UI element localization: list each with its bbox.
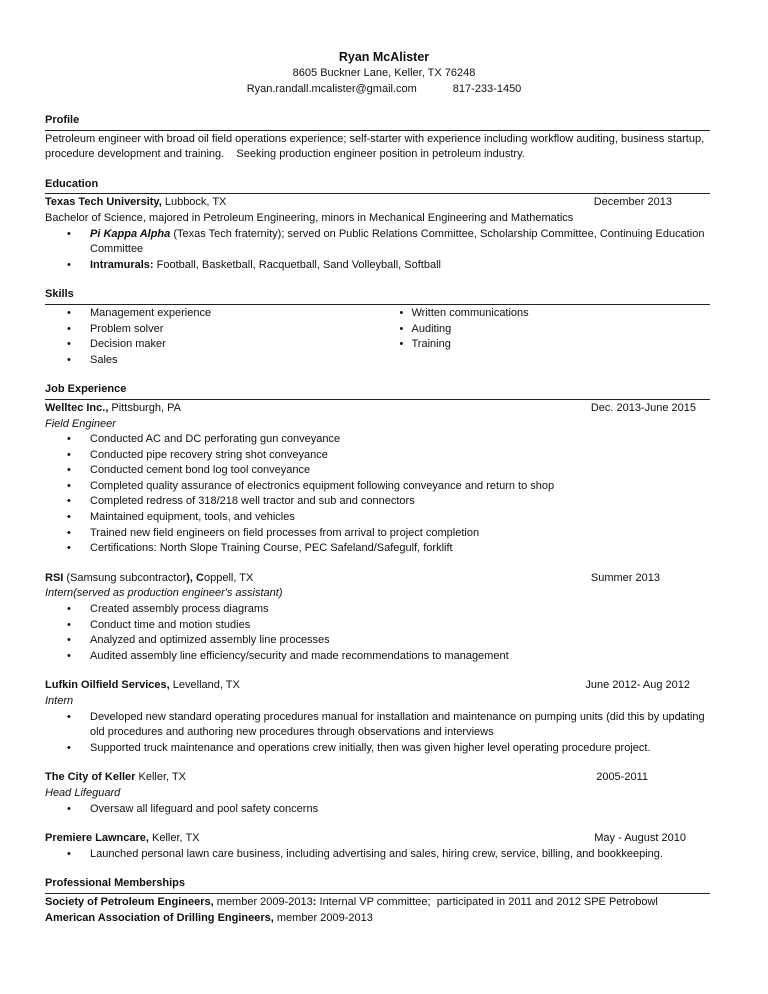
- job-bullets: [45, 802, 710, 818]
- list-item: • Trained new field engineers on field processes from arrival to project completion: [45, 526, 710, 542]
- list-item: • Certifications: North Slope Training Course, PEC Safeland/Safegulf, forklift: [45, 541, 710, 557]
- job-date: Dec. 2013-June 2015: [590, 401, 696, 414]
- list-item: • Analyzed and optimized assembly line processes: [45, 633, 710, 649]
- job-bullets: [45, 432, 710, 557]
- company-name: The City of Keller: [45, 771, 136, 784]
- job-location: Keller, TX: [135, 771, 187, 784]
- profile-text: Petroleum engineer with broad oil field operations experience; self-starter with experience including workflow auditing, business startup, procedure development and training. Seeking production engineer position in petroleum industry.: [45, 132, 708, 161]
- list-item: • Pi Kappa Alpha (Texas Tech fraternity); served on Public Relations Committee, Scholarship Committee, Continuing Education Committee: [45, 227, 710, 258]
- school-date: December 2013: [593, 196, 672, 209]
- list-item: • Conducted cement bond log tool conveyance: [45, 463, 710, 479]
- list-item: • Sales: [45, 353, 378, 369]
- job-entry: [45, 770, 710, 817]
- company-name: Premiere Lawncare,: [45, 832, 149, 845]
- job-location: Pittsburgh, PA: [108, 401, 181, 414]
- phone: 817-233-1450: [452, 83, 522, 95]
- list-item: • Maintained equipment, tools, and vehicles: [45, 510, 710, 526]
- list-item: • Supported truck maintenance and operations crew initially, then was given higher level operating procedure project.: [45, 741, 710, 757]
- job-entry: [45, 401, 710, 557]
- section-title: Skills: [45, 287, 710, 305]
- memberships-section: [45, 876, 710, 926]
- company-name: Welltec Inc.,: [45, 401, 109, 414]
- email: Ryan.randall.mcalister@gmail.com: [246, 83, 417, 95]
- list-item: • Decision maker: [45, 337, 378, 353]
- school-row: [45, 195, 710, 211]
- job-role: Intern(served as production engineer's assistant): [45, 587, 283, 600]
- education-list: [45, 227, 710, 274]
- job-entry: [45, 678, 710, 756]
- job-entry: [45, 831, 710, 862]
- job-entry: RSI (Samsung subcontractor), Coppell, TX Summer 2013 Intern(served as production engineer's assistant) • Created assembly process diagrams • Conduct time and motion studies • Analyzed and optimized assembly line processes • Audited assembly line efficiency/security and made recommendations to management: [45, 571, 710, 665]
- membership-item: American Association of Drilling Engineers, member 2009-2013: [45, 911, 373, 924]
- list-item: • Written communications: [378, 306, 711, 322]
- job-role: Head Lifeguard: [45, 786, 121, 799]
- list-item: • Launched personal lawn care business, including advertising and sales, hiring crew, service, billing, and bookkeeping.: [45, 847, 710, 863]
- job-location: Levelland, TX: [169, 679, 240, 692]
- job-bullets: [45, 710, 710, 757]
- section-title: Job Experience: [45, 382, 710, 400]
- skills-section: [45, 287, 710, 368]
- job-role: Field Engineer: [45, 417, 116, 430]
- section-title: Profile: [45, 113, 710, 131]
- list-item: • Completed redress of 318/218 well tractor and sub and connectors: [45, 494, 710, 510]
- candidate-name: Ryan McAlister: [338, 50, 430, 64]
- company-name: Lufkin Oilfield Services,: [45, 679, 170, 692]
- job-role: Intern: [45, 695, 74, 707]
- school-name: Texas Tech University,: [45, 196, 162, 209]
- list-item: • Auditing: [378, 322, 711, 338]
- skills-left: [45, 306, 378, 368]
- contact-row: [0, 81, 768, 97]
- experience-section: [45, 382, 710, 862]
- address: 8605 Buckner Lane, Keller, TX 76248: [292, 67, 476, 79]
- resume-body: [45, 113, 710, 926]
- section-title: Education: [45, 177, 710, 195]
- membership-item: Society of Petroleum Engineers, member 2009-2013: Internal VP committee; participated in 2011 and 2012 SPE Petrobowl: [45, 895, 658, 908]
- section-title: Professional Memberships: [45, 876, 710, 894]
- list-item: • Training: [378, 337, 711, 353]
- school-location: Lubbock, TX: [161, 196, 227, 209]
- list-item: • Audited assembly line efficiency/security and made recommendations to management: [45, 649, 710, 665]
- degree: Bachelor of Science, majored in Petroleum Engineering, minors in Mechanical Engineering and Mathematics: [45, 211, 574, 224]
- company-name: RSI: [45, 571, 64, 584]
- list-item: • Completed quality assurance of electronics equipment following conveyance and return to shop: [45, 479, 710, 495]
- list-item: • Conducted pipe recovery string shot conveyance: [45, 448, 710, 464]
- list-item: • Conducted AC and DC perforating gun conveyance: [45, 432, 710, 448]
- resume-header: [0, 0, 768, 97]
- education-section: [45, 177, 710, 274]
- list-item: • Problem solver: [45, 322, 378, 338]
- job-date: May - August 2010: [594, 832, 686, 845]
- job-location: Keller, TX: [148, 832, 200, 845]
- profile-section: [45, 113, 710, 163]
- job-bullets: [45, 602, 710, 664]
- job-bullets: [45, 847, 710, 863]
- skills-columns: [45, 306, 710, 368]
- list-item: • Created assembly process diagrams: [45, 602, 710, 618]
- job-date: 2005-2011: [596, 771, 648, 784]
- job-location: oppell, TX: [203, 571, 254, 584]
- list-item: • Developed new standard operating procedures manual for installation and maintenance on pumping units (did this by updating old procedures and authoring new procedures through observations and interviews: [45, 710, 710, 741]
- list-item: • Oversaw all lifeguard and pool safety concerns: [45, 802, 710, 818]
- job-date: Summer 2013: [590, 571, 660, 584]
- skills-right: [378, 306, 711, 368]
- list-item: • Management experience: [45, 306, 378, 322]
- job-date: June 2012- Aug 2012: [585, 679, 690, 692]
- list-item: • Conduct time and motion studies: [45, 618, 710, 634]
- list-item: • Intramurals: Football, Basketball, Racquetball, Sand Volleyball, Softball: [45, 258, 710, 274]
